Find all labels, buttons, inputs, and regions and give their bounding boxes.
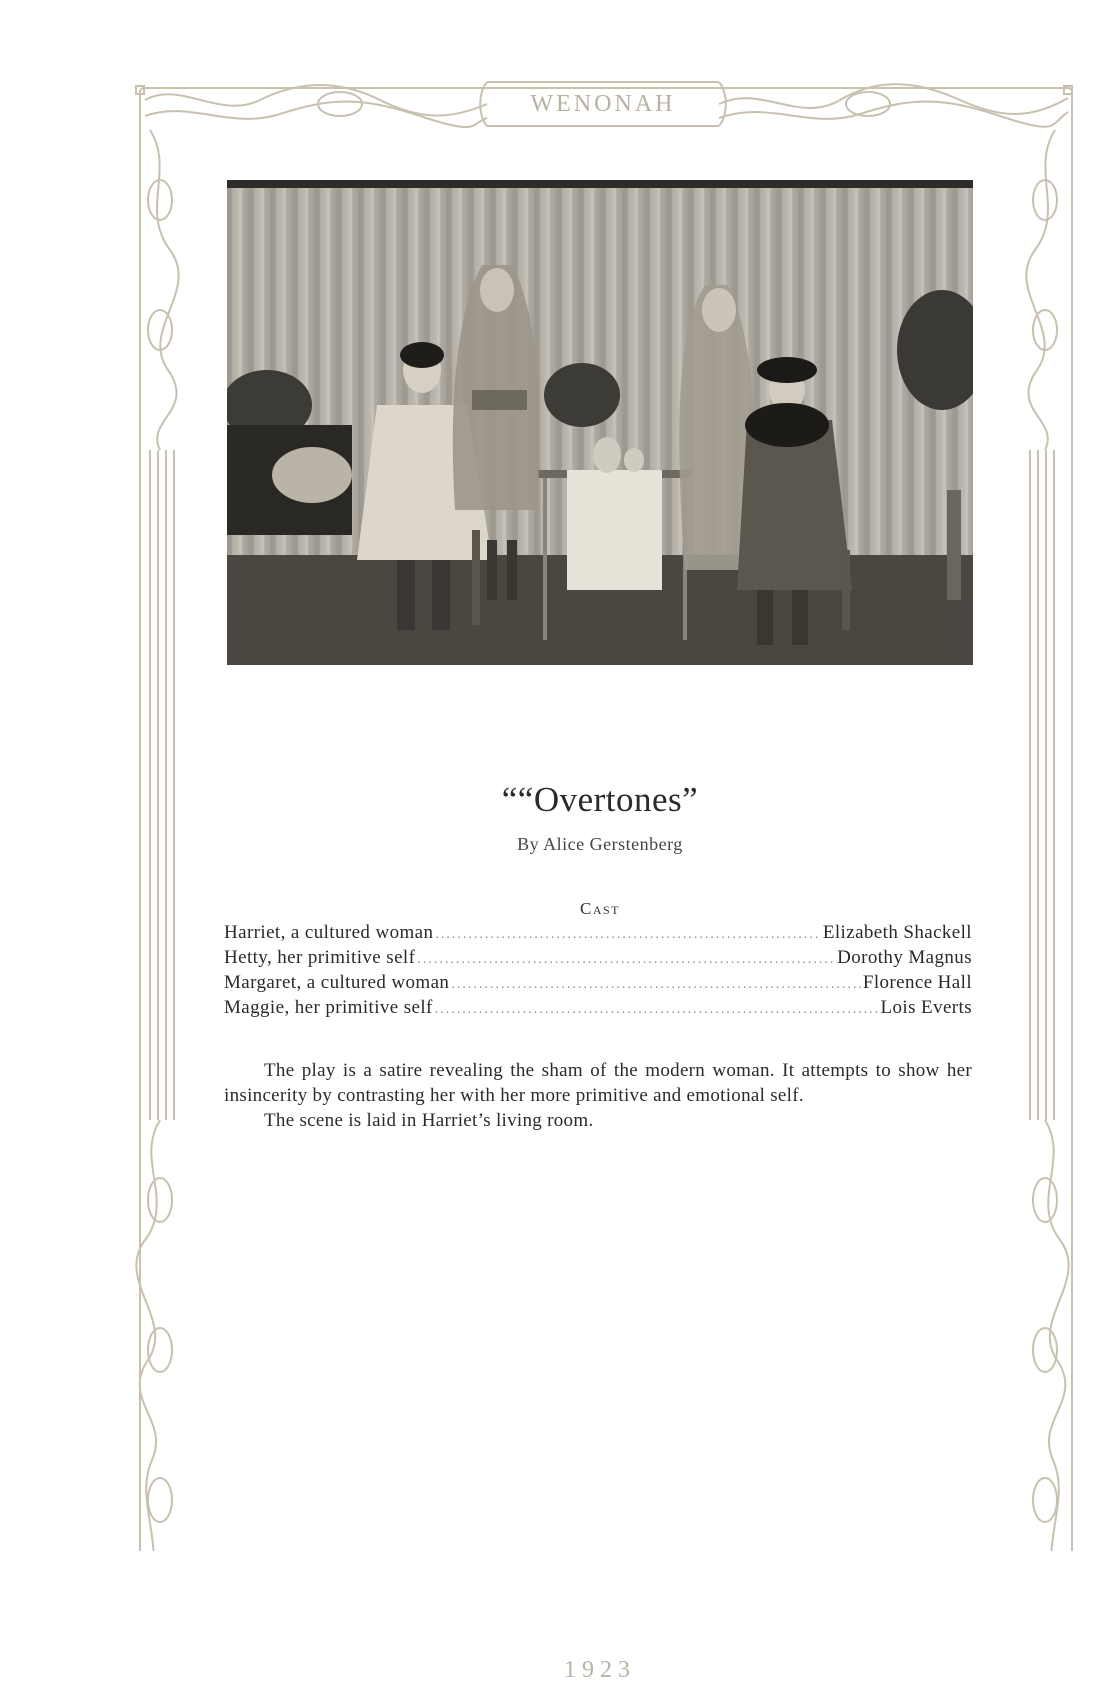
cast-role: Hetty, her primitive self	[224, 947, 416, 968]
cast-row	[224, 922, 972, 947]
description-paragraph: The scene is laid in Harriet’s living room.	[264, 1110, 594, 1131]
cast-role: Harriet, a cultured woman	[224, 922, 434, 943]
header-title: WENONAH	[530, 90, 676, 117]
cast-actor: Elizabeth Shackell	[822, 922, 972, 943]
dot-leader	[435, 1002, 879, 1018]
dot-leader	[435, 927, 820, 943]
cast-heading: Cast	[579, 899, 620, 918]
play-description	[224, 1058, 972, 1133]
dot-leader	[417, 952, 835, 968]
cast-role: Margaret, a cultured woman	[224, 972, 450, 993]
play-author: By Alice Gerstenberg	[517, 834, 683, 854]
cast-actor: Florence Hall	[862, 972, 972, 993]
cast-row	[224, 972, 972, 997]
cast-row	[224, 947, 972, 972]
stage-photograph	[227, 180, 973, 665]
play-title: ““Overtones”	[501, 780, 699, 819]
dot-leader	[451, 977, 861, 993]
photograph-image	[227, 180, 973, 665]
description-paragraph: The play is a satire revealing the sham of the modern woman. It attempts to show her insincerity by contrasting her with her more primitive and emotional self.	[224, 1060, 972, 1106]
cast-role: Maggie, her primitive self	[224, 997, 433, 1018]
cast-actor: Dorothy Magnus	[837, 947, 972, 968]
cast-actor: Lois Everts	[880, 997, 972, 1018]
cast-list	[224, 922, 972, 1022]
footer-year: 1923	[564, 1656, 636, 1683]
cast-row	[224, 997, 972, 1022]
